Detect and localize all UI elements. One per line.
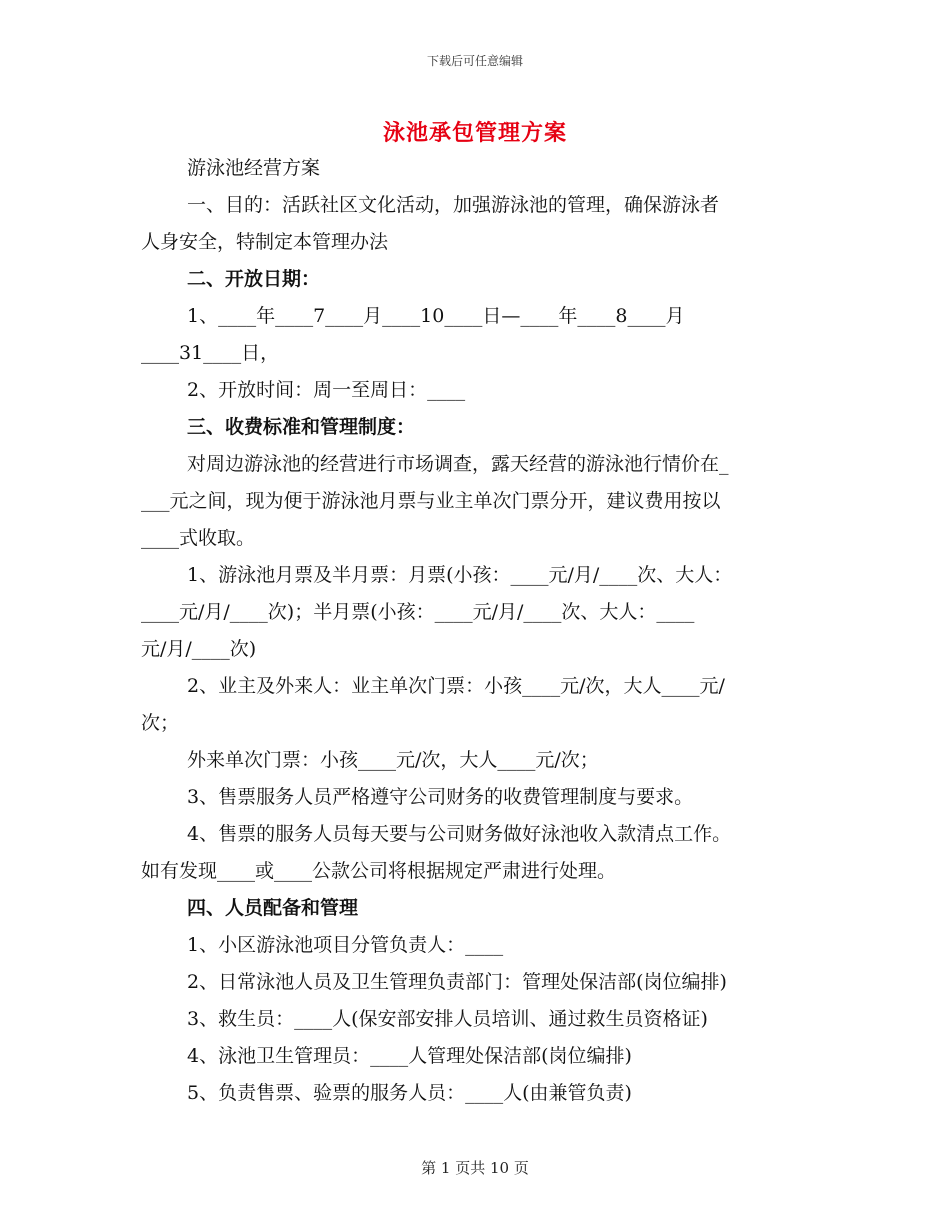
line-market-survey-cont1: ___元之间，现为便于游泳池月票与业主单次门票分开，建议费用按以 (141, 490, 721, 512)
line-staff-2: 2、日常泳池人员及卫生管理负责部门：管理处保洁部(岗位编排) (187, 971, 727, 993)
heading-fees: 三、收费标准和管理制度： (187, 416, 416, 438)
line-staff-3: 3、救生员：____人(保安部安排人员培训、通过救生员资格证) (187, 1008, 708, 1030)
heading-staffing: 四、人员配备和管理 (187, 897, 359, 919)
line-section-heading: 游泳池经营方案 (187, 157, 321, 179)
line-staff-1: 1、小区游泳池项目分管负责人：____ (187, 934, 504, 956)
line-ticket-staff-rules: 3、售票服务人员严格遵守公司财务的收费管理制度与要求。 (187, 786, 694, 808)
line-staff-4: 4、泳池卫生管理员：____人管理处保洁部(岗位编排) (187, 1045, 632, 1067)
heading-open-dates: 二、开放日期： (187, 268, 321, 290)
line-purpose-cont: 人身安全，特制定本管理办法 (141, 231, 389, 253)
line-monthly-ticket: 1、游泳池月票及半月票：月票(小孩：____元/月/____次、大人： (187, 564, 733, 586)
line-date-range: 1、____年____7____月____10____日—____年____8____月 (187, 305, 685, 327)
line-visitor-ticket: 外来单次门票：小孩____元/次，大人____元/次； (187, 749, 599, 771)
line-single-ticket-cont: 次； (141, 712, 180, 734)
line-monthly-ticket-cont1: ____元/月/____次)；半月票(小孩：____元/月/____次、大人：____ (141, 601, 695, 623)
line-market-survey: 对周边游泳池的经营进行市场调查，露天经营的游泳池行情价在_ (187, 453, 729, 475)
line-single-ticket: 2、业主及外来人：业主单次门票：小孩____元/次，大人____元/ (187, 675, 725, 697)
line-monthly-ticket-cont2: 元/月/____次) (141, 638, 257, 660)
document-body (141, 150, 809, 1112)
line-daily-reconcile-cont: 如有发现____或____公款公司将根据规定严肃进行处理。 (141, 860, 617, 882)
page-footer: 第 1 页共 10 页 (421, 1159, 529, 1177)
document-title: 泳池承包管理方案 (382, 120, 567, 146)
line-purpose: 一、目的：活跃社区文化活动，加强游泳池的管理，确保游泳者 (187, 194, 720, 216)
line-date-range-cont: ____31____日， (141, 342, 280, 364)
line-market-survey-cont2: ____式收取。 (141, 527, 256, 549)
line-daily-reconcile: 4、售票的服务人员每天要与公司财务做好泳池收入款清点工作。 (187, 823, 732, 845)
line-staff-5: 5、负责售票、验票的服务人员：____人(由兼管负责) (187, 1082, 632, 1104)
line-open-time: 2、开放时间：周一至周日：____ (187, 379, 466, 401)
page-header: 下载后可任意编辑 (426, 54, 523, 68)
